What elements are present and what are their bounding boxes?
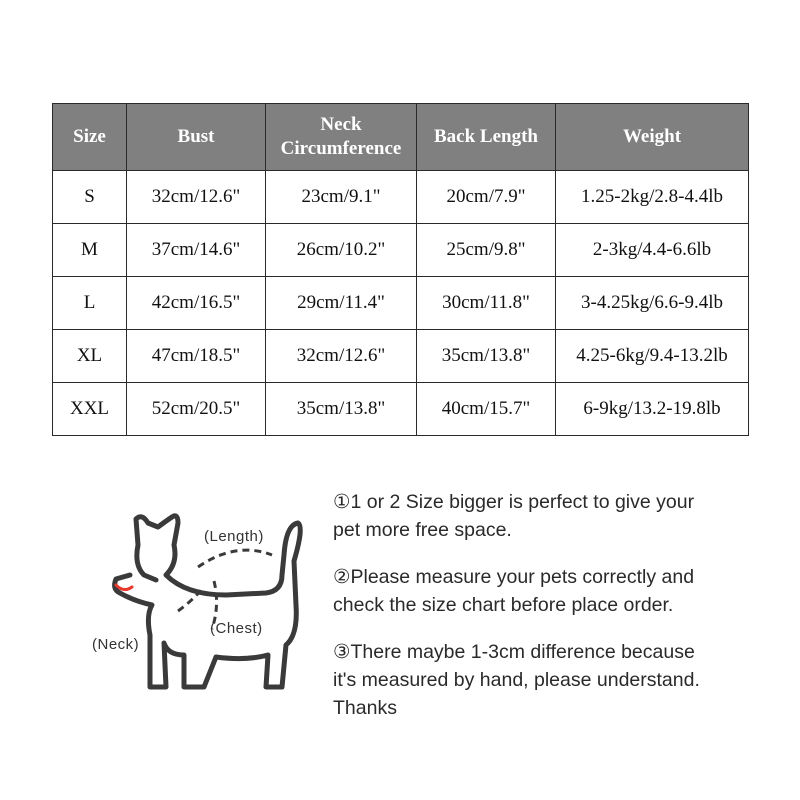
cell-neck: 32cm/12.6" xyxy=(266,330,417,383)
cell-bust: 42cm/16.5" xyxy=(127,277,266,330)
cell-weight: 6-9kg/13.2-19.8lb xyxy=(556,383,749,436)
table-row xyxy=(53,224,749,277)
neck-label: (Neck) xyxy=(92,636,140,653)
table-row xyxy=(53,277,749,330)
header-size: Size xyxy=(53,104,127,171)
cell-back-length: 35cm/13.8" xyxy=(417,330,556,383)
header-back-length: Back Length xyxy=(417,104,556,171)
cell-back-length: 20cm/7.9" xyxy=(417,171,556,224)
cell-bust: 32cm/12.6" xyxy=(127,171,266,224)
dog-measurement-diagram xyxy=(86,505,326,705)
cell-size: M xyxy=(53,224,127,277)
cell-size: S xyxy=(53,171,127,224)
cell-neck: 26cm/10.2" xyxy=(266,224,417,277)
cell-neck: 23cm/9.1" xyxy=(266,171,417,224)
cell-weight: 2-3kg/4.4-6.6lb xyxy=(556,224,749,277)
cell-back-length: 30cm/11.8" xyxy=(417,277,556,330)
sizing-notes xyxy=(333,488,733,741)
header-weight: Weight xyxy=(556,104,749,171)
cell-bust: 47cm/18.5" xyxy=(127,330,266,383)
cell-size: XXL xyxy=(53,383,127,436)
header-bust: Bust xyxy=(127,104,266,171)
table-row xyxy=(53,383,749,436)
cell-bust: 52cm/20.5" xyxy=(127,383,266,436)
length-label: (Length) xyxy=(204,528,264,545)
size-chart-table xyxy=(52,103,749,436)
note-measurement-difference: ③There maybe 1-3cm difference because it's measured by hand, please understand. Thanks xyxy=(333,641,700,719)
note-measure-correctly: ②Please measure your pets correctly and check the size chart before place order. xyxy=(333,566,695,616)
cell-size: XL xyxy=(53,330,127,383)
cell-size: L xyxy=(53,277,127,330)
dog-mouth-mark xyxy=(116,585,132,590)
cell-weight: 3-4.25kg/6.6-9.4lb xyxy=(556,277,749,330)
cell-back-length: 40cm/15.7" xyxy=(417,383,556,436)
chest-label: (Chest) xyxy=(210,620,263,637)
table-header-row xyxy=(53,104,749,171)
table-row xyxy=(53,171,749,224)
cell-neck: 35cm/13.8" xyxy=(266,383,417,436)
cell-neck: 29cm/11.4" xyxy=(266,277,417,330)
cell-back-length: 25cm/9.8" xyxy=(417,224,556,277)
length-measure-line xyxy=(198,550,272,567)
cell-weight: 4.25-6kg/9.4-13.2lb xyxy=(556,330,749,383)
table-row xyxy=(53,330,749,383)
header-neck-circumference: Neck Circumference xyxy=(266,104,417,171)
note-size-bigger: ①1 or 2 Size bigger is perfect to give your pet more free space. xyxy=(333,491,695,541)
cell-weight: 1.25-2kg/2.8-4.4lb xyxy=(556,171,749,224)
cell-bust: 37cm/14.6" xyxy=(127,224,266,277)
